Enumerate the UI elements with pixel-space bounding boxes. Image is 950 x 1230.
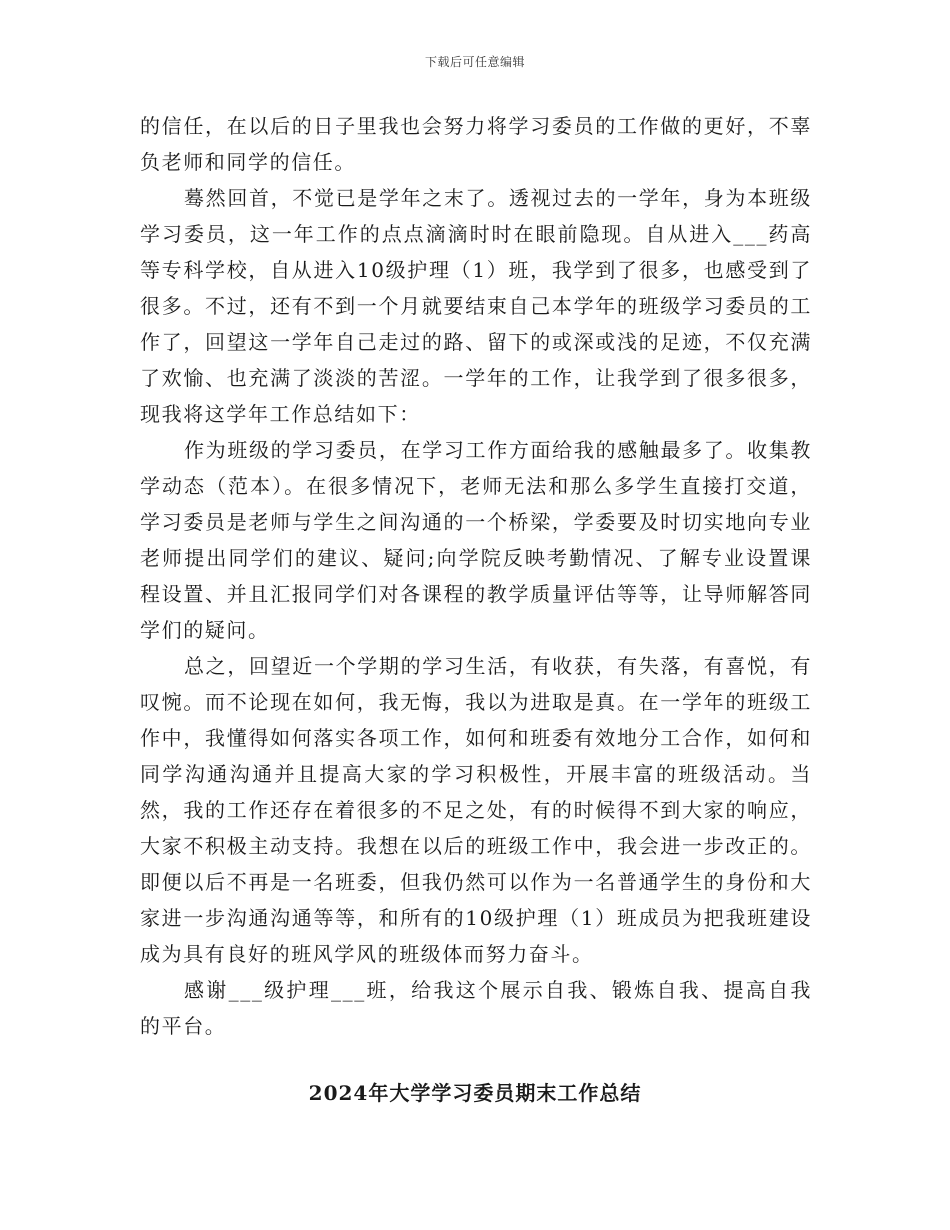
section-title: 2024年大学学习委员期末工作总结 bbox=[308, 1081, 642, 1105]
paragraph-review: 蓦然回首，不觉已是学年之末了。透视过去的一学年，身为本班级学习委员，这一年工作的点点滴滴时时在眼前隐现。自从进入___药高等专科学校，自从进入10级护理（1）班，我学到了很多，也感受到了很多。不过，还有不到一个月就要结束自己本学年的班级学习委员的工作了，回望这一学年自己走过的路、留下的或深或浅的足迹，不仅充满了欢愉、也充满了淡淡的苦涩。一学年的工作，让我学到了很多很多，现我将这学年工作总结如下： bbox=[140, 186, 812, 426]
paragraph-thanks: 感谢___级护理___班，给我这个展示自我、锻炼自我、提高自我的平台。 bbox=[140, 978, 812, 1038]
page-header: 下载后可任意编辑 bbox=[424, 55, 525, 69]
paragraph-continuation: 的信任，在以后的日子里我也会努力将学习委员的工作做的更好，不辜负老师和同学的信任。 bbox=[140, 114, 812, 174]
paragraph-duties: 作为班级的学习委员，在学习工作方面给我的感触最多了。收集教学动态（范本）。在很多情况下，老师无法和那么多学生直接打交道，学习委员是老师与学生之间沟通的一个桥梁，学委要及时切实地向专业老师提出同学们的建议、疑问;向学院反映考勤情况、了解专业设置课程设置、并且汇报同学们对各课程的教学质量评估等等，让导师解答同学们的疑问。 bbox=[140, 438, 812, 642]
paragraph-conclusion: 总之，回望近一个学期的学习生活，有收获，有失落，有喜悦，有叹惋。而不论现在如何，我无悔，我以为进取是真。在一学年的班级工作中，我懂得如何落实各项工作，如何和班委有效地分工合作，如何和同学沟通沟通并且提高大家的学习积极性，开展丰富的班级活动。当然，我的工作还存在着很多的不足之处，有的时候得不到大家的响应，大家不积极主动支持。我想在以后的班级工作中，我会进一步改正的。即便以后不再是一名班委，但我仍然可以作为一名普通学生的身份和大家进一步沟通沟通等等，和所有的10级护理（1）班成员为把我班建设成为具有良好的班风学风的班级体而努力奋斗。 bbox=[140, 654, 812, 966]
document-body bbox=[140, 108, 812, 1044]
